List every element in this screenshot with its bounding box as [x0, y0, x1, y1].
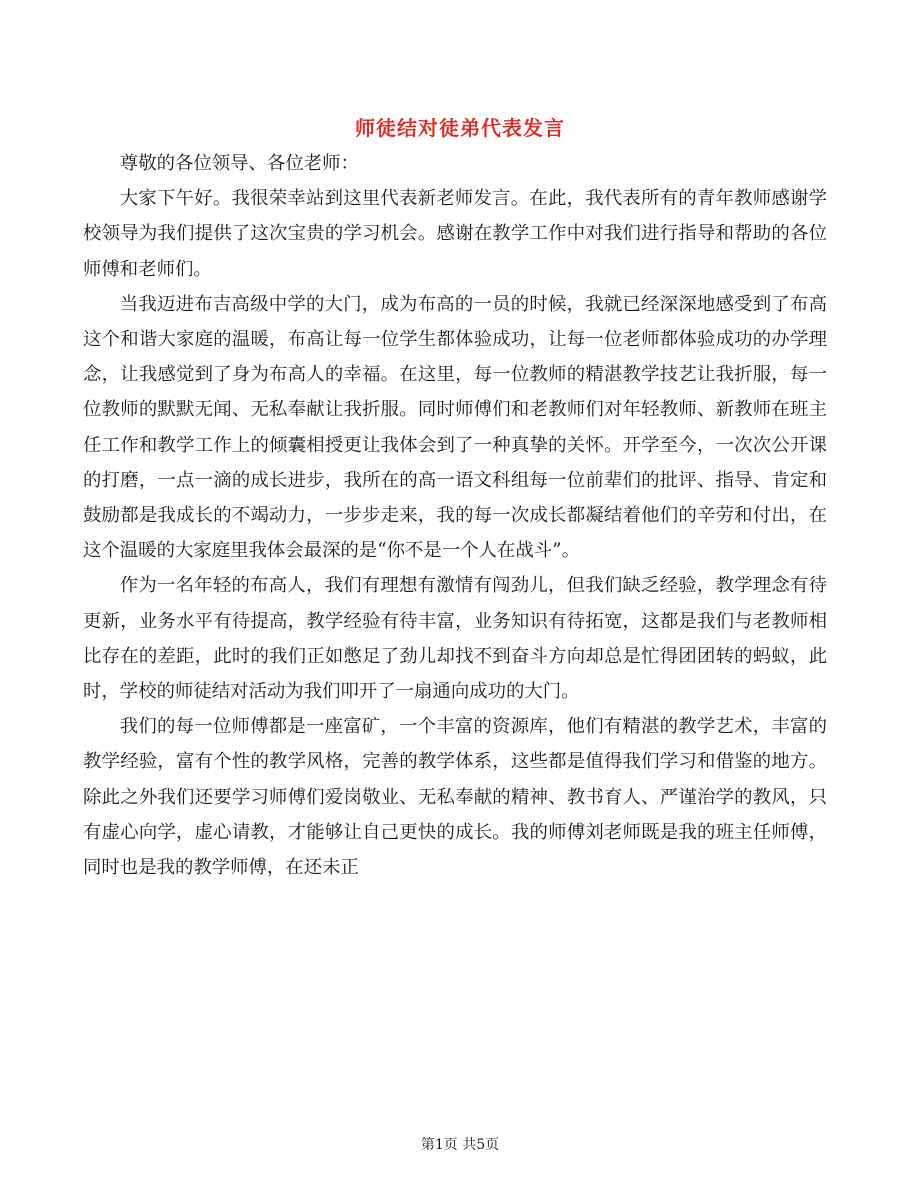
paragraph-1: 大家下午好。我很荣幸站到这里代表新老师发言。在此，我代表所有的青年教师感谢学校领导为我们提供了这次宝贵的学习机会。感谢在教学工作中对我们进行指导和帮助的各位师傅和老师们。	[83, 188, 827, 280]
document-body	[83, 146, 827, 885]
paragraph-4: 我们的每一位师傅都是一座富矿，一个丰富的资源库，他们有精湛的教学艺术，丰富的教学经验，富有个性的教学风格，完善的教学体系，这些都是值得我们学习和借鉴的地方。除此之外我们还要学习师傅们爱岗敬业、无私奉献的精神、教书育人、严谨治学的教风，只有虚心向学，虚心请教，才能够让自己更快的成长。我的师傅刘老师既是我的班主任师傅，同时也是我的教学师傅，在还未正	[83, 716, 827, 879]
salutation: 尊敬的各位领导、各位老师：	[119, 153, 359, 174]
document-title: 师徒结对徒弟代表发言	[355, 116, 565, 140]
paragraph-2: 当我迈进布吉高级中学的大门，成为布高的一员的时候，我就已经深深地感受到了布高这个和谐大家庭的温暖，布高让每一位学生都体验成功，让每一位老师都体验成功的办学理念，让我感觉到了身为布高人的幸福。在这里，每一位教师的精湛教学技艺让我折服，每一位教师的默默无闻、无私奉献让我折服。同时师傅们和老教师们对年轻教师、新教师在班主任工作和教学工作上的倾囊相授更让我体会到了一种真挚的关怀。开学至今，一次次公开课的打磨，一点一滴的成长进步，我所在的高一语文科组每一位前辈们的批评、指导、肯定和鼓励都是我成长的不竭动力，一步步走来，我的每一次成长都凝结着他们的辛劳和付出，在这个温暖的大家庭里我体会最深的是“你不是一个人在战斗”。	[83, 293, 827, 562]
page-footer: 第1页 共5页	[420, 1137, 500, 1153]
paragraph-3: 作为一名年轻的布高人，我们有理想有激情有闯劲儿，但我们缺乏经验，教学理念有待更新，业务水平有待提高，教学经验有待丰富，业务知识有待拓宽，这都是我们与老教师相比存在的差距，此时的我们正如憋足了劲儿却找不到奋斗方向却总是忙得团团转的蚂蚁，此时，学校的师徒结对活动为我们叩开了一扇通向成功的大门。	[83, 575, 827, 703]
